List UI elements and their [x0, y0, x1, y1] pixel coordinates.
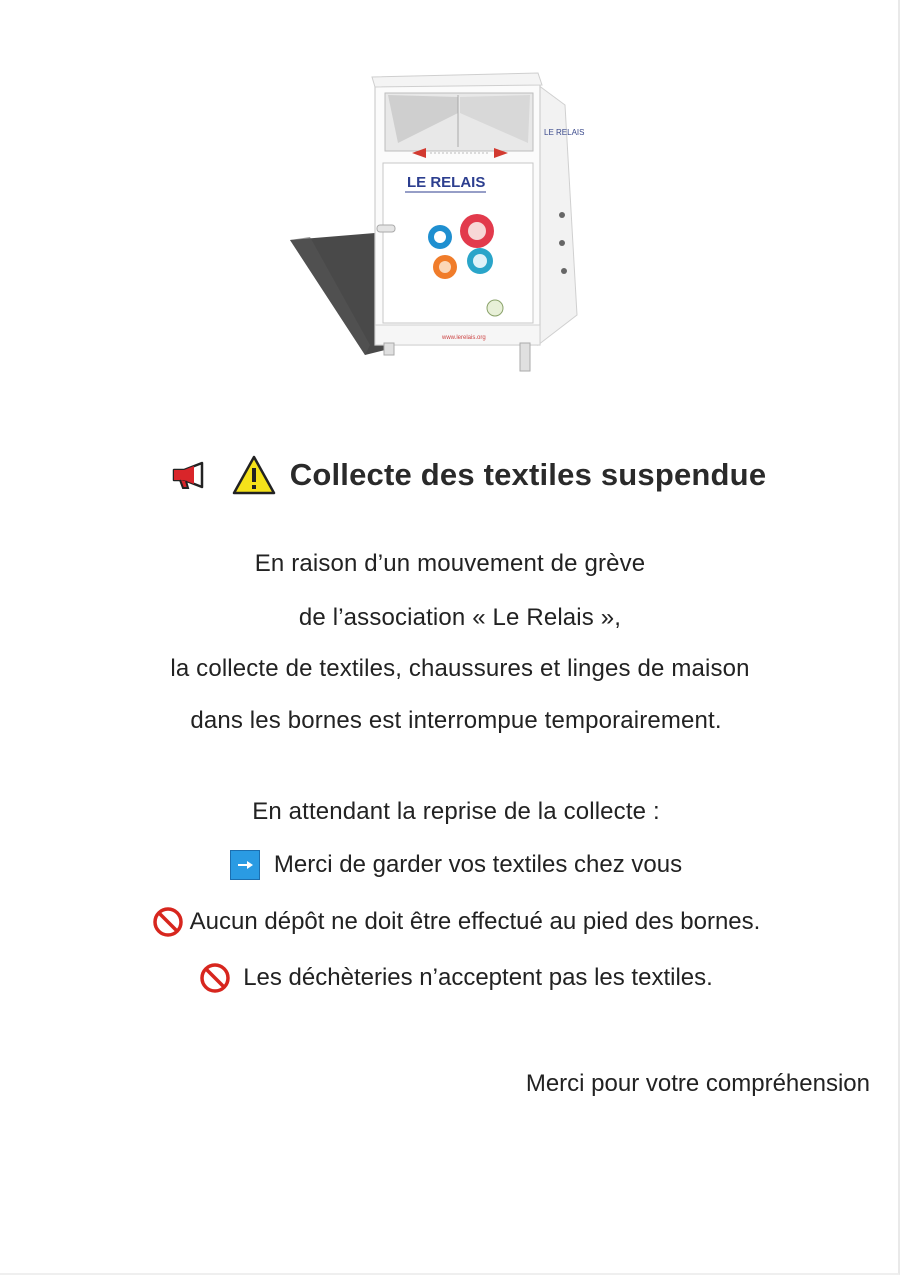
body-line-2: de l’association « Le Relais », [298, 604, 622, 631]
svg-text:LE RELAIS: LE RELAIS [407, 174, 486, 191]
body-line-1: En raison d’un mouvement de grève [254, 550, 646, 577]
instruction-text: Les déchèteries n’acceptent pas les textiles. [243, 964, 713, 991]
body-line-4: dans les bornes est interrompue temporairement. [190, 707, 722, 734]
waiting-intro: En attendant la reprise de la collecte : [252, 798, 660, 825]
arrow-right-icon [230, 850, 260, 880]
headline [0, 448, 900, 502]
instruction-no-deposit [6, 906, 900, 938]
prohibited-icon [199, 962, 231, 994]
megaphone-icon [170, 460, 216, 490]
svg-text:www.lerelais.org: www.lerelais.org [442, 335, 486, 341]
prohibited-icon [152, 906, 184, 938]
instruction-text: Aucun dépôt ne doit être effectué au pied des bornes. [189, 908, 761, 935]
instruction-text: Merci de garder vos textiles chez vous [273, 851, 683, 878]
warning-icon [232, 455, 276, 495]
closing-thanks: Merci pour votre compréhension [525, 1070, 870, 1097]
instruction-keep-textiles [6, 850, 900, 880]
collection-bin-illustration [280, 55, 600, 385]
svg-text:LE RELAIS: LE RELAIS [544, 128, 585, 137]
body-line-3: la collecte de textiles, chaussures et linges de maison [170, 655, 750, 682]
instruction-recycling-centers [6, 962, 900, 994]
page-title: Collecte des textiles suspendue [289, 457, 767, 492]
